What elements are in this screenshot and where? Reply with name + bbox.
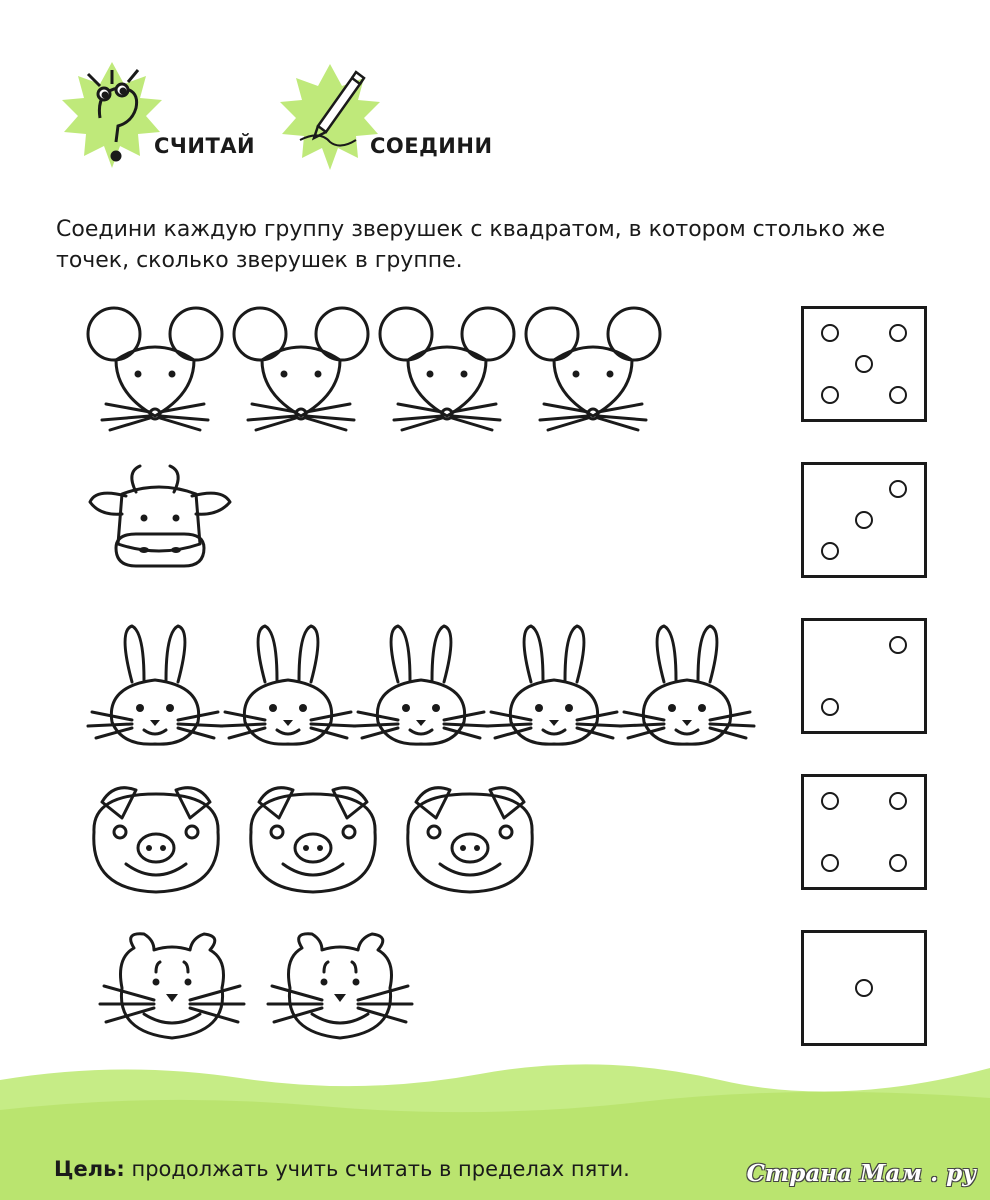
dice-square[interactable] xyxy=(801,462,927,578)
dice-dot xyxy=(855,979,873,997)
mouse-face xyxy=(526,308,660,430)
count-label: СЧИТАЙ xyxy=(154,134,256,158)
watermark: Страна Мам . ру xyxy=(746,1160,976,1187)
dice-square[interactable] xyxy=(801,618,927,734)
mouse-face xyxy=(88,308,222,430)
dice-square[interactable] xyxy=(801,774,927,890)
rabbit-face xyxy=(354,626,488,744)
dice-dot xyxy=(889,854,907,872)
cat-face xyxy=(268,934,412,1038)
dice-square[interactable] xyxy=(801,306,927,422)
dice-dot xyxy=(821,792,839,810)
dice-dot xyxy=(889,792,907,810)
dice-dot xyxy=(821,698,839,716)
cow-face xyxy=(90,466,230,566)
dice-dot xyxy=(821,324,839,342)
dice-dot xyxy=(821,854,839,872)
mouse-face xyxy=(380,308,514,430)
dice-dot xyxy=(855,511,873,529)
dice-dot xyxy=(889,480,907,498)
goal-description: продолжать учить считать в пределах пяти. xyxy=(124,1157,630,1181)
dice-dot xyxy=(855,355,873,373)
pig-face xyxy=(251,788,375,892)
goal-text xyxy=(54,1157,630,1181)
dice-square[interactable] xyxy=(801,930,927,1046)
rabbit-face xyxy=(620,626,754,744)
dice-dot xyxy=(821,542,839,560)
connect-label: СОЕДИНИ xyxy=(370,134,493,158)
instructions-line-1: Соедини каждую группу зверушек с квадратом, в котором столько же xyxy=(56,217,886,242)
instructions-line-2: точек, сколько зверушек в группе. xyxy=(56,248,463,273)
mouse-face xyxy=(234,308,368,430)
dice-dot xyxy=(889,324,907,342)
pig-face xyxy=(94,788,218,892)
dice-dot xyxy=(889,386,907,404)
rabbit-face xyxy=(88,626,222,744)
rabbit-face xyxy=(487,626,621,744)
cat-face xyxy=(100,934,244,1038)
dice-dot xyxy=(889,636,907,654)
pig-face xyxy=(408,788,532,892)
dice-dot xyxy=(821,386,839,404)
goal-label: Цель: xyxy=(54,1157,125,1181)
rabbit-face xyxy=(221,626,355,744)
